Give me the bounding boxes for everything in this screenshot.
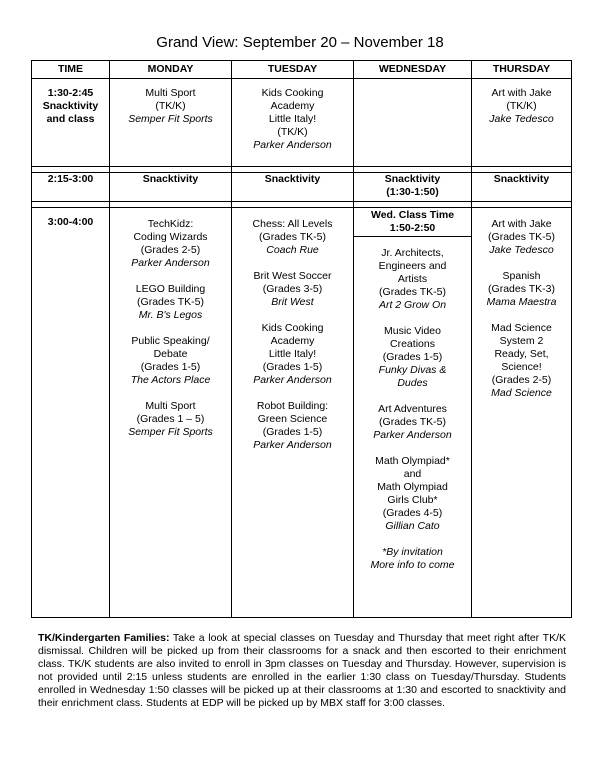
class-line: Engineers and bbox=[378, 260, 447, 272]
class-line: Multi Sport bbox=[145, 87, 196, 99]
class-block bbox=[110, 87, 231, 126]
time-cell-130 bbox=[32, 79, 110, 167]
class-line: and bbox=[403, 468, 422, 480]
class-line: (TK/K) bbox=[155, 100, 186, 112]
monday-snacktivity: Snacktivity bbox=[110, 173, 232, 202]
class-line: Ready, Set, bbox=[494, 348, 549, 360]
provider-name: Parker Anderson bbox=[253, 374, 332, 386]
class-block bbox=[232, 270, 353, 309]
thursday-snacktivity: Snacktivity bbox=[472, 173, 572, 202]
class-line: Robot Building: bbox=[256, 400, 329, 412]
wednesday-class-time: Wed. Class Time 1:50-2:50 bbox=[354, 208, 471, 237]
class-line: (Grades TK-5) bbox=[379, 286, 446, 298]
class-block bbox=[472, 87, 571, 126]
header-thursday: THURSDAY bbox=[472, 61, 572, 79]
wednesday-130-cell bbox=[354, 79, 472, 167]
notes-body: Take a look at special classes on Tuesday and Thursday that meet right after TK/K dismissal. Children will be picked up from their classrooms for a snack and then escorted to their enrichment class. TK/K students are also invited to enroll in 3pm classes on Tuesday and Thursday. However, supervision is not provided until 2:15 unless students are enrolled in the earlier 1:30 class on Tuesday/Thursday. Students enrolled in Wednesday 1:50 classes will be picked up at their classrooms at 1:30 and escorted to snacktivity and their enrichment class. Students at EDP will be picked up by MBX staff for 3:00 classes. bbox=[38, 632, 566, 709]
time-label: and class bbox=[46, 113, 95, 125]
provider-name: *By invitation bbox=[382, 546, 443, 558]
class-block bbox=[110, 335, 231, 387]
class-block bbox=[232, 218, 353, 257]
provider-name: Semper Fit Sports bbox=[128, 113, 213, 125]
notes-paragraph bbox=[38, 632, 566, 710]
class-line: Little Italy! bbox=[268, 113, 317, 125]
class-line: Jr. Architects, bbox=[381, 247, 444, 259]
class-line: Science! bbox=[501, 361, 542, 373]
class-line: (Grades TK-5) bbox=[379, 416, 446, 428]
class-line: (Grades 1-5) bbox=[382, 351, 443, 363]
class-line: Green Science bbox=[257, 413, 328, 425]
class-block bbox=[110, 218, 231, 270]
time-label: Snacktivity bbox=[42, 100, 99, 112]
provider-name: More info to come bbox=[370, 559, 455, 571]
tuesday-300-cell bbox=[232, 208, 354, 618]
class-line: (TK/K) bbox=[506, 100, 537, 112]
provider-name: The Actors Place bbox=[130, 374, 211, 386]
class-line: Girls Club* bbox=[387, 494, 438, 506]
header-monday: MONDAY bbox=[110, 61, 232, 79]
provider-name: Parker Anderson bbox=[253, 139, 332, 151]
notes-lead: TK/Kindergarten Families: bbox=[38, 632, 170, 644]
provider-name: Parker Anderson bbox=[253, 439, 332, 451]
class-line: Math Olympiad* bbox=[375, 455, 450, 467]
class-line: Art Adventures bbox=[378, 403, 447, 415]
monday-130-cell bbox=[110, 79, 232, 167]
class-line: (Grades 4-5) bbox=[382, 507, 443, 519]
class-line: Mad Science bbox=[491, 322, 552, 334]
class-line: Spanish bbox=[502, 270, 541, 282]
tuesday-snacktivity: Snacktivity bbox=[232, 173, 354, 202]
provider-name: Parker Anderson bbox=[131, 257, 210, 269]
class-line: System 2 bbox=[499, 335, 544, 347]
class-line: Multi Sport bbox=[145, 400, 196, 412]
class-block bbox=[232, 87, 353, 152]
provider-name: Jake Tedesco bbox=[489, 244, 554, 256]
provider-name: Mad Science bbox=[491, 387, 552, 399]
class-line: Academy bbox=[270, 100, 315, 112]
class-line: Little Italy! bbox=[268, 348, 317, 360]
class-line: (Grades TK-5) bbox=[259, 231, 326, 243]
class-block bbox=[472, 218, 571, 257]
provider-name: Brit West bbox=[271, 296, 314, 308]
class-block bbox=[110, 283, 231, 322]
class-block bbox=[472, 322, 571, 400]
class-line: Academy bbox=[270, 335, 315, 347]
provider-name: Coach Rue bbox=[266, 244, 319, 256]
header-time: TIME bbox=[32, 61, 110, 79]
time-label: 1:30-2:45 bbox=[47, 87, 94, 99]
class-line: (Grades TK-5) bbox=[488, 231, 555, 243]
class-block bbox=[472, 270, 571, 309]
row-215 bbox=[32, 173, 572, 202]
class-block bbox=[354, 546, 471, 572]
header-tuesday: TUESDAY bbox=[232, 61, 354, 79]
snack-label: Snacktivity bbox=[384, 173, 441, 185]
time-cell-300: 3:00-4:00 bbox=[32, 208, 110, 618]
class-block bbox=[232, 400, 353, 452]
class-line: (Grades TK-5) bbox=[137, 296, 204, 308]
thursday-130-cell bbox=[472, 79, 572, 167]
class-line: Artists bbox=[397, 273, 428, 285]
class-line: (Grades 2-5) bbox=[491, 374, 552, 386]
tuesday-130-cell bbox=[232, 79, 354, 167]
time-cell-215: 2:15-3:00 bbox=[32, 173, 110, 202]
snack-time: (1:30-1:50) bbox=[386, 186, 439, 198]
class-line: Kids Cooking bbox=[261, 87, 324, 99]
provider-name: Mr. B's Legos bbox=[138, 309, 203, 321]
class-line: (Grades 3-5) bbox=[262, 283, 323, 295]
class-line: (Grades 1-5) bbox=[262, 361, 323, 373]
page-title: Grand View: September 20 – November 18 bbox=[156, 34, 444, 51]
class-line: (Grades TK-3) bbox=[488, 283, 555, 295]
monday-300-cell bbox=[110, 208, 232, 618]
class-block bbox=[354, 455, 471, 533]
provider-name: Parker Anderson bbox=[373, 429, 452, 441]
class-line: (Grades 1 – 5) bbox=[136, 413, 205, 425]
class-line: (Grades 1-5) bbox=[262, 426, 323, 438]
class-line: Coding Wizards bbox=[133, 231, 208, 243]
provider-name: Gillian Cato bbox=[385, 520, 440, 532]
class-block bbox=[354, 247, 471, 312]
schedule-table bbox=[31, 60, 572, 618]
class-line: (TK/K) bbox=[277, 126, 308, 138]
class-line: LEGO Building bbox=[135, 283, 206, 295]
class-block bbox=[110, 400, 231, 439]
wednesday-300-cell bbox=[354, 208, 472, 618]
class-line: Chess: All Levels bbox=[252, 218, 333, 230]
class-line: Art with Jake bbox=[491, 87, 552, 99]
provider-name: Semper Fit Sports bbox=[128, 426, 213, 438]
provider-name: Dudes bbox=[397, 377, 428, 389]
class-block bbox=[354, 403, 471, 442]
class-line: Music Video bbox=[383, 325, 441, 337]
class-line: Creations bbox=[390, 338, 435, 350]
provider-name: Jake Tedesco bbox=[489, 113, 554, 125]
class-line: Debate bbox=[153, 348, 188, 360]
class-line: Art with Jake bbox=[491, 218, 552, 230]
wednesday-snacktivity bbox=[354, 173, 472, 202]
row-300 bbox=[32, 208, 572, 618]
class-line: Kids Cooking bbox=[261, 322, 324, 334]
class-line: (Grades 2-5) bbox=[140, 244, 201, 256]
provider-name: Funky Divas & bbox=[378, 364, 447, 376]
class-block bbox=[354, 325, 471, 390]
provider-name: Mama Maestra bbox=[486, 296, 557, 308]
class-line: Brit West Soccer bbox=[253, 270, 332, 282]
header-wednesday: WEDNESDAY bbox=[354, 61, 472, 79]
class-block bbox=[232, 322, 353, 387]
class-line: Public Speaking/ bbox=[131, 335, 210, 347]
row-130 bbox=[32, 79, 572, 167]
class-line: (Grades 1-5) bbox=[140, 361, 201, 373]
class-line: TechKidz: bbox=[147, 218, 194, 230]
thursday-300-cell bbox=[472, 208, 572, 618]
header-row bbox=[32, 61, 572, 79]
provider-name: Art 2 Grow On bbox=[378, 299, 447, 311]
class-line: Math Olympiad bbox=[377, 481, 448, 493]
